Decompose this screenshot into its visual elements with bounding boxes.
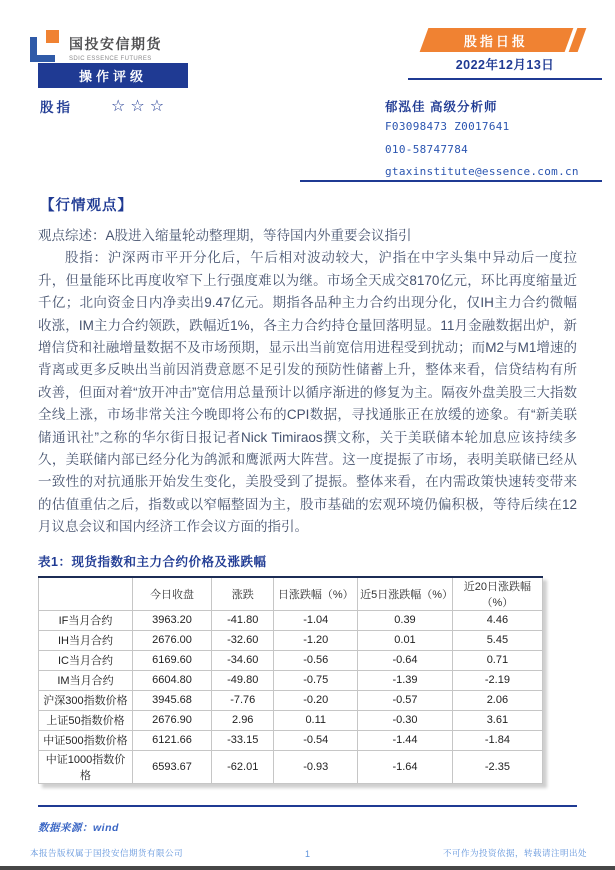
table-row bbox=[39, 730, 543, 750]
table-row bbox=[39, 630, 543, 650]
rating-stars: ☆☆☆ bbox=[111, 98, 170, 115]
cell-day-pct: -0.20 bbox=[274, 690, 358, 710]
company-name-en: SDIC ESSENCE FUTURES bbox=[69, 56, 152, 62]
analyst-name: 郁泓佳 高级分析师 bbox=[385, 100, 498, 114]
cell-close: 6604.80 bbox=[132, 670, 211, 690]
cell-close: 2676.00 bbox=[132, 630, 211, 650]
cell-20d-pct: 0.71 bbox=[452, 650, 542, 670]
cell-change: -49.80 bbox=[212, 670, 274, 690]
cell-20d-pct: 2.06 bbox=[452, 690, 542, 710]
footer-page-number: 1 bbox=[304, 849, 310, 859]
report-date: 2022年12月13日 bbox=[408, 55, 602, 80]
page-bottom-rule bbox=[0, 866, 615, 870]
cell-change: -62.01 bbox=[212, 750, 274, 783]
cell-20d-pct: -2.35 bbox=[452, 750, 542, 783]
header-cell-day-pct: 日涨跌幅（%） bbox=[274, 577, 358, 611]
section-title-market-view: 【行情观点】 bbox=[40, 198, 133, 214]
row-label: 沪深300指数价格 bbox=[39, 690, 133, 710]
header-divider bbox=[300, 180, 602, 182]
data-source-note: 数据来源：wind bbox=[38, 821, 119, 834]
cell-change: -7.76 bbox=[212, 690, 274, 710]
cell-20d-pct: -2.19 bbox=[452, 670, 542, 690]
analyst-phone: 010-58747784 bbox=[385, 143, 469, 156]
cell-close: 6169.60 bbox=[132, 650, 211, 670]
row-label: 中证500指数价格 bbox=[39, 730, 133, 750]
row-label: IM当月合约 bbox=[39, 670, 133, 690]
header-cell-20d-pct: 近20日涨跌幅（%） bbox=[452, 577, 542, 611]
cell-5d-pct: -1.64 bbox=[358, 750, 453, 783]
cell-change: -32.60 bbox=[212, 630, 274, 650]
company-logo bbox=[30, 30, 162, 62]
table-title: 表1：现货指数和主力合约价格及涨跌幅 bbox=[38, 554, 267, 569]
cell-5d-pct: -0.57 bbox=[358, 690, 453, 710]
cell-close: 2676.90 bbox=[132, 710, 211, 730]
cell-5d-pct: -0.30 bbox=[358, 710, 453, 730]
cell-day-pct: -1.04 bbox=[274, 610, 358, 630]
cell-20d-pct: -1.84 bbox=[452, 730, 542, 750]
cell-day-pct: -0.54 bbox=[274, 730, 358, 750]
cell-change: -33.15 bbox=[212, 730, 274, 750]
source-divider bbox=[38, 805, 577, 807]
footer-disclaimer: 不可作为投资依据，转载请注明出处 bbox=[442, 848, 587, 858]
header-cell-close: 今日收盘 bbox=[132, 577, 211, 611]
row-label: IC当月合约 bbox=[39, 650, 133, 670]
logo-orange-square-icon bbox=[46, 30, 59, 43]
cell-change: -34.60 bbox=[212, 650, 274, 670]
cell-close: 3963.20 bbox=[132, 610, 211, 630]
row-label: IF当月合约 bbox=[39, 610, 133, 630]
table-row bbox=[39, 610, 543, 630]
cell-day-pct: -0.93 bbox=[274, 750, 358, 783]
price-table bbox=[38, 576, 543, 784]
cell-20d-pct: 3.61 bbox=[452, 710, 542, 730]
report-body bbox=[38, 194, 577, 835]
rating-row bbox=[40, 96, 169, 116]
table-header-row bbox=[39, 577, 543, 611]
cell-day-pct: -0.75 bbox=[274, 670, 358, 690]
table-row bbox=[39, 690, 543, 710]
report-type-label: 股指日报 bbox=[464, 33, 529, 49]
row-label: 上证50指数价格 bbox=[39, 710, 133, 730]
cell-change: 2.96 bbox=[212, 710, 274, 730]
analyst-email: gtaxinstitute@essence.com.cn bbox=[385, 165, 579, 178]
table-row bbox=[39, 650, 543, 670]
cell-close: 6121.66 bbox=[132, 730, 211, 750]
table-row bbox=[39, 750, 543, 783]
company-name-cn: 国投安信期货 bbox=[69, 36, 162, 52]
row-label: IH当月合约 bbox=[39, 630, 133, 650]
view-body-paragraph: 股指：沪深两市平开分化后，午后相对波动较大，沪指在中字头集中异动后一度拉升，但量能环比再度收窄下上行强度难以为继。市场全天成交8170亿元，环比再度缩量近千亿；北向资金日内净卖出9.47亿元。期指各品种主力合约出现分化，仅IH主力合约微幅收涨，IM主力合约领跌，跌幅近1%，各主力合约持仓量回落明显。11月金融数据出炉，新增信贷和社融增量数据不及市场预期，显示出当前宽信用进程受到扰动；而M2与M1增速的背离或更多反映出当前因消费意愿不足引发的预防性储蓄上升，整体来看，信贷结构有所改善，但面对着“放开冲击”宽信用总量预计以循序渐进的修复为主。隔夜外盘美股三大指数全线上涨，市场非常关注今晚即将公布的CPI数据，寻找通胀正在放缓的迹象。有“新美联储通讯社”之称的华尔街日报记者Nick Timiraos撰文称，关于美联储本轮加息应该持续多久，美联储内部已经分化为鸽派和鹰派两大阵营。这一度提振了市场，表明美联储已经从一致性的对抗通胀开始发生变化，美股受到了提振。整体来看，在内需政策快速转变带来的估值重估之后，指数或以窄幅整固为主，股市基础的宏观环境仍偏积极，等待后续在12月议息会议和国内经济工作会议方面的指引。 bbox=[38, 250, 577, 535]
rating-instrument-label: 股指 bbox=[40, 100, 73, 115]
analyst-license: F03098473 Z0017641 bbox=[385, 120, 510, 133]
header-cell-change: 涨跌 bbox=[212, 577, 274, 611]
cell-5d-pct: 0.01 bbox=[358, 630, 453, 650]
table-row bbox=[39, 670, 543, 690]
header-cell-5d-pct: 近5日涨跌幅（%） bbox=[358, 577, 453, 611]
cell-close: 3945.68 bbox=[132, 690, 211, 710]
cell-5d-pct: 0.39 bbox=[358, 610, 453, 630]
footer-copyright: 本报告版权属于国投安信期货有限公司 bbox=[30, 848, 184, 858]
cell-5d-pct: -1.44 bbox=[358, 730, 453, 750]
cell-day-pct: -1.20 bbox=[274, 630, 358, 650]
cell-day-pct: -0.56 bbox=[274, 650, 358, 670]
report-type-badge bbox=[424, 28, 582, 52]
cell-20d-pct: 5.45 bbox=[452, 630, 542, 650]
cell-change: -41.80 bbox=[212, 610, 274, 630]
header-cell-blank bbox=[39, 577, 133, 611]
rating-box-title: 操作评级 bbox=[38, 63, 188, 88]
cell-close: 6593.67 bbox=[132, 750, 211, 783]
cell-20d-pct: 4.46 bbox=[452, 610, 542, 630]
cell-day-pct: 0.11 bbox=[274, 710, 358, 730]
view-summary: 观点综述：A股进入缩量轮动整理期，等待国内外重要会议指引 bbox=[38, 228, 412, 243]
table-row bbox=[39, 710, 543, 730]
company-logo-icon bbox=[30, 30, 62, 62]
cell-5d-pct: -1.39 bbox=[358, 670, 453, 690]
row-label: 中证1000指数价格 bbox=[39, 750, 133, 783]
cell-5d-pct: -0.64 bbox=[358, 650, 453, 670]
